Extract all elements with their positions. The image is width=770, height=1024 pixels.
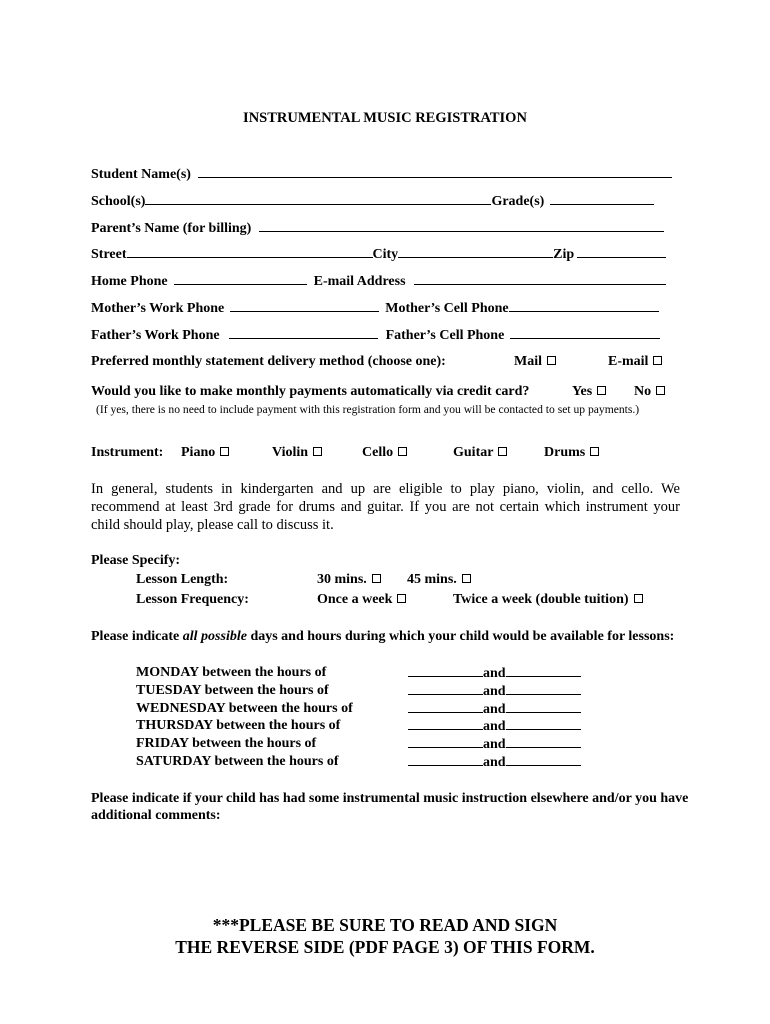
student-name-row <box>91 165 672 183</box>
guitar-label: Guitar <box>453 445 494 460</box>
mail-label: Mail <box>514 354 542 369</box>
twice-label: Twice a week (double tuition) <box>453 592 629 607</box>
cello-label: Cello <box>362 445 394 460</box>
parent-name-field[interactable] <box>259 219 664 232</box>
friday-to-field[interactable] <box>506 735 581 748</box>
wednesday-from-field[interactable] <box>408 700 483 713</box>
autopay-question: Would you like to make monthly payments automatically via credit card? <box>91 384 530 399</box>
email-address-field[interactable] <box>414 272 666 285</box>
grade-field[interactable] <box>550 192 654 205</box>
drums-checkbox[interactable] <box>590 447 599 456</box>
mother-phone-row <box>91 299 659 317</box>
violin-label: Violin <box>272 445 309 460</box>
instrument-option-drums[interactable] <box>544 444 599 461</box>
address-row <box>91 245 666 263</box>
instrument-label: Instrument: <box>91 445 164 460</box>
statement-question: Preferred monthly statement delivery method (choose one): <box>91 354 446 369</box>
email-checkbox[interactable] <box>653 356 662 365</box>
thursday-hours <box>408 717 581 735</box>
parent-name-label: Parent’s Name (for billing) <box>91 221 252 236</box>
zip-field[interactable] <box>577 245 666 258</box>
tuesday-from-field[interactable] <box>408 682 483 695</box>
autopay-no-checkbox[interactable] <box>656 386 665 395</box>
day-label-saturday: SATURDAY between the hours of <box>136 754 339 769</box>
home-phone-field[interactable] <box>174 272 307 285</box>
instrument-option-guitar[interactable] <box>453 444 507 461</box>
thursday-from-field[interactable] <box>408 717 483 730</box>
day-label-monday: MONDAY between the hours of <box>136 665 327 680</box>
autopay-yes-option[interactable] <box>572 383 606 400</box>
frequency-twice-option[interactable] <box>453 591 643 608</box>
instrument-option-cello[interactable] <box>362 444 407 461</box>
page-title: INSTRUMENTAL MUSIC REGISTRATION <box>243 110 527 126</box>
wednesday-to-field[interactable] <box>506 700 581 713</box>
lesson-frequency-label: Lesson Frequency: <box>136 592 249 607</box>
specify-heading: Please Specify: <box>91 553 181 568</box>
mothers-work-phone-field[interactable] <box>230 299 379 312</box>
tuesday-to-field[interactable] <box>506 682 581 695</box>
drums-label: Drums <box>544 445 586 460</box>
cello-checkbox[interactable] <box>398 447 407 456</box>
guitar-checkbox[interactable] <box>498 447 507 456</box>
mothers-cell-phone-label: Mother’s Cell Phone <box>385 301 509 316</box>
piano-label: Piano <box>181 445 216 460</box>
monday-to-field[interactable] <box>506 664 581 677</box>
city-field[interactable] <box>398 245 553 258</box>
monday-from-field[interactable] <box>408 664 483 677</box>
school-label: School(s) <box>91 194 146 209</box>
wednesday-hours <box>408 700 581 718</box>
availability-intro-after: days and hours during which your child would be available for lessons: <box>246 629 675 644</box>
fathers-work-phone-label: Father’s Work Phone <box>91 328 220 343</box>
home-phone-row <box>91 272 666 290</box>
friday-from-field[interactable] <box>408 735 483 748</box>
length-45-option[interactable] <box>407 571 471 588</box>
statement-email-option[interactable] <box>608 353 662 370</box>
comments-prompt: Please indicate if your child has had some instrumental music instruction elsewhere and/or you have additional comments: <box>91 791 689 823</box>
saturday-to-field[interactable] <box>506 753 581 766</box>
school-row <box>91 192 654 210</box>
footer-line-2: THE REVERSE SIDE (PDF PAGE 3) OF THIS FORM. <box>175 937 595 957</box>
length-30-option[interactable] <box>317 571 381 588</box>
autopay-note: (If yes, there is no need to include payment with this registration form and you will be contacted to set up payments.) <box>96 403 640 416</box>
eligibility-paragraph: In general, students in kindergarten and up are eligible to play piano, violin, and cello. We recommend at least 3rd grade for drums and guitar. If you are not certain which instrument your child should play, please call to discuss it. <box>91 481 680 533</box>
autopay-yes-checkbox[interactable] <box>597 386 606 395</box>
piano-checkbox[interactable] <box>220 447 229 456</box>
and-label: and <box>483 702 506 717</box>
availability-intro <box>91 628 680 645</box>
day-label-wednesday: WEDNESDAY between the hours of <box>136 701 353 716</box>
city-label: City <box>372 247 399 262</box>
tuesday-hours <box>408 682 581 700</box>
statement-mail-option[interactable] <box>514 353 556 370</box>
thursday-to-field[interactable] <box>506 717 581 730</box>
student-name-label: Student Name(s) <box>91 167 191 182</box>
autopay-yes-label: Yes <box>572 384 593 399</box>
mail-checkbox[interactable] <box>547 356 556 365</box>
and-label: and <box>483 755 506 770</box>
and-label: and <box>483 719 506 734</box>
and-label: and <box>483 737 506 752</box>
saturday-from-field[interactable] <box>408 753 483 766</box>
length-45-checkbox[interactable] <box>462 574 471 583</box>
violin-checkbox[interactable] <box>313 447 322 456</box>
day-label-friday: FRIDAY between the hours of <box>136 736 317 751</box>
and-label: and <box>483 684 506 699</box>
grade-label: Grade(s) <box>491 194 545 209</box>
home-phone-label: Home Phone <box>91 274 168 289</box>
instrument-option-piano[interactable] <box>181 444 229 461</box>
availability-intro-emphasis: all possible <box>182 629 247 644</box>
street-label: Street <box>91 247 127 262</box>
comments-area[interactable] <box>91 828 680 908</box>
fathers-work-phone-field[interactable] <box>229 326 378 339</box>
street-field[interactable] <box>127 245 373 258</box>
frequency-once-option[interactable] <box>317 591 406 608</box>
fathers-cell-phone-label: Father’s Cell Phone <box>385 328 505 343</box>
availability-intro-before: Please indicate <box>91 629 183 644</box>
email-address-label: E-mail Address <box>313 274 406 289</box>
mothers-work-phone-label: Mother’s Work Phone <box>91 301 225 316</box>
footer-line-1: ***PLEASE BE SURE TO READ AND SIGN <box>212 915 558 935</box>
once-checkbox[interactable] <box>397 594 406 603</box>
twice-checkbox[interactable] <box>634 594 643 603</box>
instrument-option-violin[interactable] <box>272 444 322 461</box>
day-label-tuesday: TUESDAY between the hours of <box>136 683 329 698</box>
autopay-no-option[interactable] <box>634 383 665 400</box>
length-45-label: 45 mins. <box>407 572 457 587</box>
student-name-field[interactable] <box>198 165 672 178</box>
monday-hours <box>408 664 581 682</box>
fathers-cell-phone-field[interactable] <box>510 326 660 339</box>
mothers-cell-phone-field[interactable] <box>509 299 659 312</box>
email-option-label: E-mail <box>608 354 649 369</box>
parent-name-row <box>91 219 664 237</box>
length-30-label: 30 mins. <box>317 572 367 587</box>
lesson-length-label: Lesson Length: <box>136 572 229 587</box>
once-label: Once a week <box>317 592 393 607</box>
friday-hours <box>408 735 581 753</box>
and-label: and <box>483 666 506 681</box>
school-field[interactable] <box>145 192 491 205</box>
length-30-checkbox[interactable] <box>372 574 381 583</box>
autopay-no-label: No <box>634 384 652 399</box>
father-phone-row <box>91 326 660 344</box>
saturday-hours <box>408 753 581 771</box>
zip-label: Zip <box>553 247 575 262</box>
day-label-thursday: THURSDAY between the hours of <box>136 718 341 733</box>
